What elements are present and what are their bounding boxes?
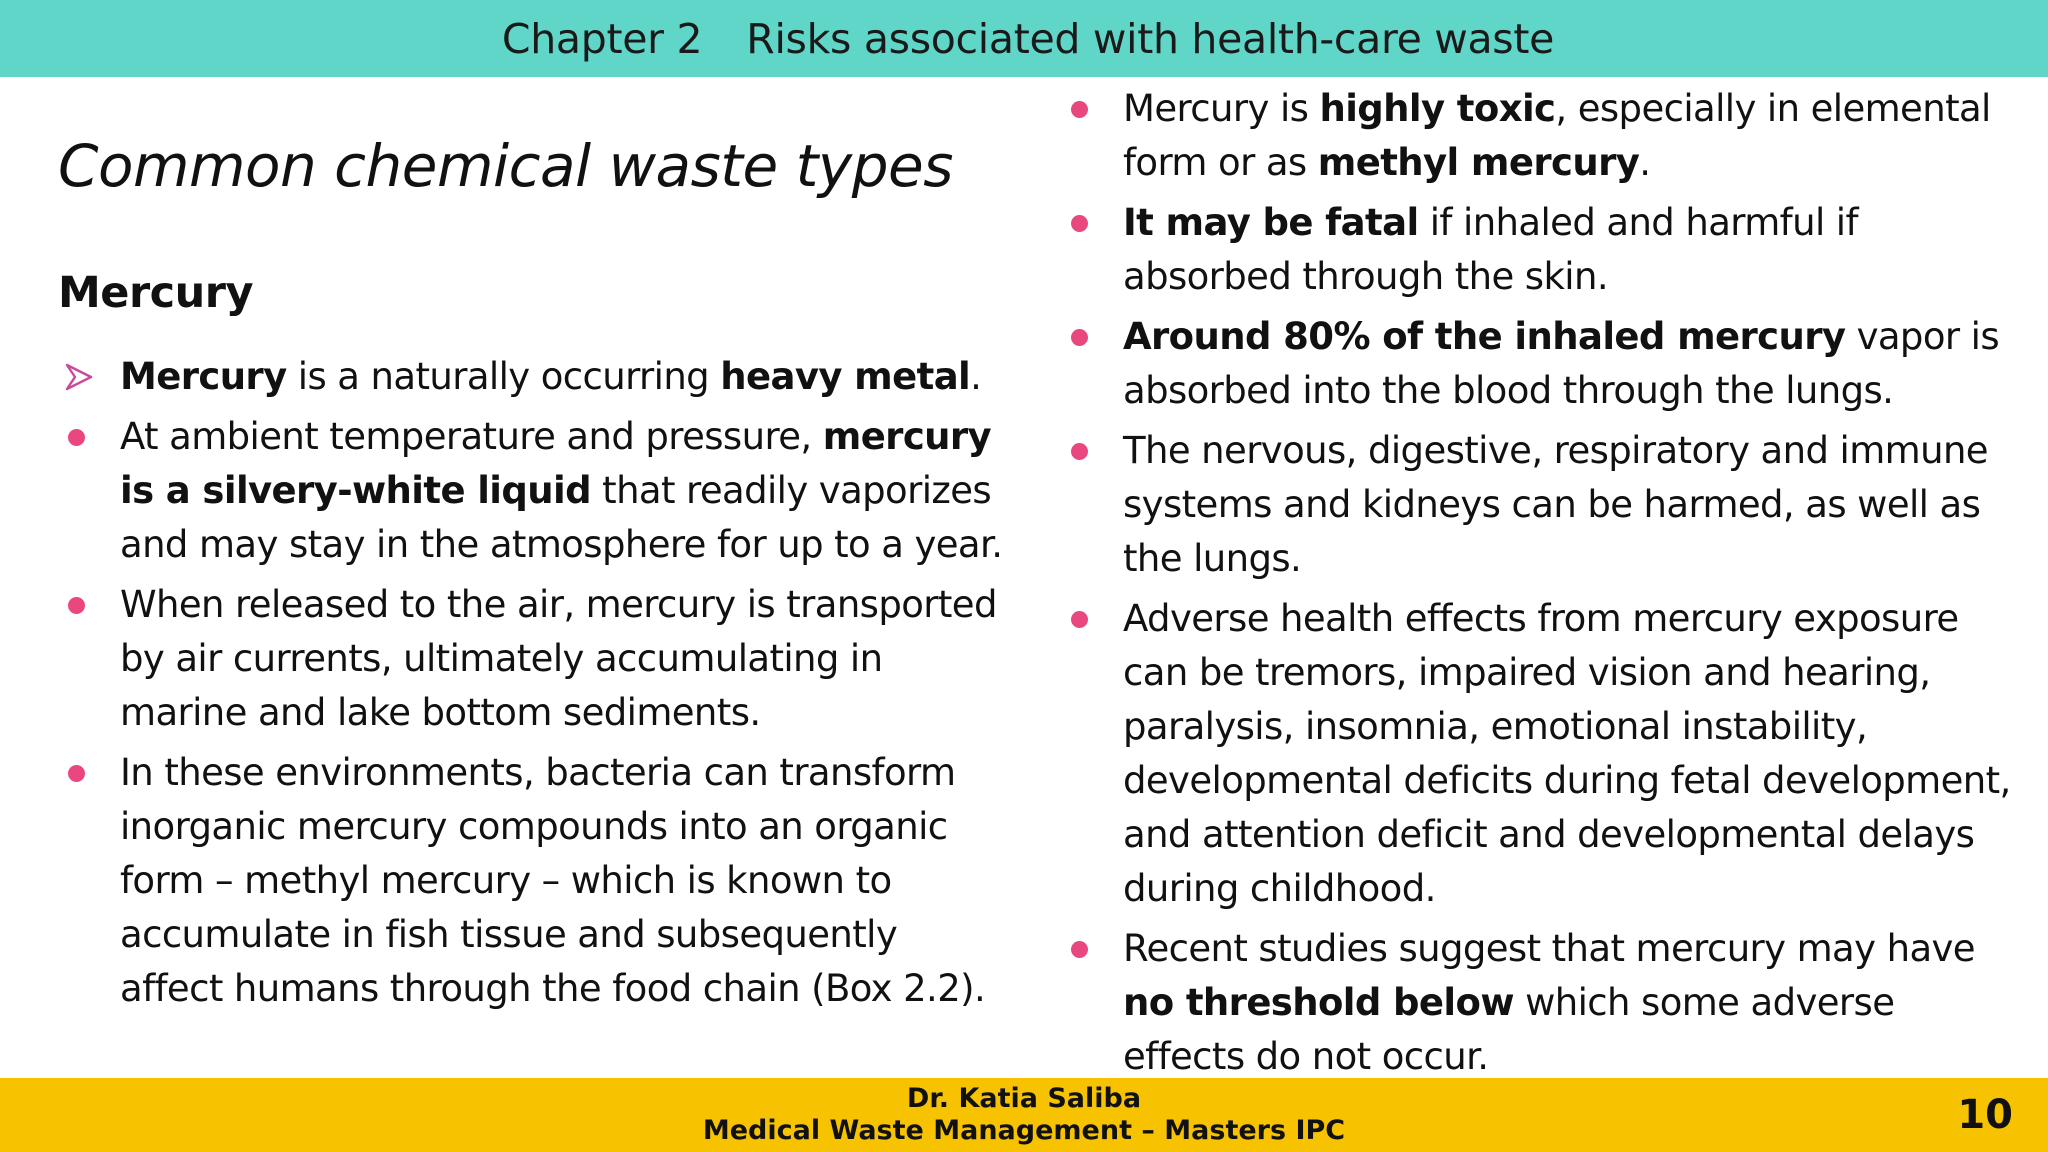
left-bullet-list — [60, 350, 1010, 1022]
bullet-text-run: In these environments, bacteria can transform inorganic mercury compounds into an organic form – methyl mercury – which is known to accumulate in fish tissue and subsequently affect humans through the food chain (Box 2.2). — [120, 751, 986, 1010]
bullet-text-run: is a naturally occurring — [286, 355, 721, 398]
section-heading: Mercury — [58, 268, 253, 318]
bullet-item — [60, 410, 1010, 572]
bullet-dot-icon — [1063, 196, 1103, 250]
bullet-text-bold: Around 80% of the inhaled mercury — [1123, 315, 1846, 358]
bullet-text-bold: methyl mercury — [1317, 141, 1640, 184]
bullet-item — [1063, 82, 2023, 190]
bullet-text — [120, 751, 985, 1010]
slide-title: Common chemical waste types — [58, 132, 953, 200]
bullet-text — [120, 583, 997, 734]
bullet-text-run: Adverse health effects from mercury exposure can be tremors, impaired vision and hearing, paralysis, insomnia, emotional instability, developmental deficits during fetal development, and attention deficit and developmental delays during childhood. — [1123, 597, 2011, 910]
bullet-dot-icon — [1063, 592, 1103, 646]
bullet-text — [1123, 87, 1991, 184]
bullet-item — [1063, 424, 2023, 586]
bullet-text — [1123, 927, 1975, 1078]
bullet-text-run: Mercury is — [1123, 87, 1320, 130]
bullet-text-run: At ambient temperature and pressure, — [120, 415, 823, 458]
bullet-text-bold: mercury is a silvery-white liquid — [120, 415, 992, 512]
bullet-item — [1063, 922, 2023, 1084]
bullet-text — [1123, 201, 1858, 298]
bullet-text — [120, 415, 1002, 566]
bullet-item — [1063, 310, 2023, 418]
bullet-text-run: if inhaled and harmful if absorbed through the skin. — [1123, 201, 1858, 298]
bullet-item — [60, 578, 1010, 740]
bullet-text — [1123, 315, 1999, 412]
page-number: 10 — [1957, 1092, 2013, 1138]
bullet-text — [1123, 429, 1988, 580]
bullet-text-bold: Mercury — [120, 355, 287, 398]
bullet-text-run: When released to the air, mercury is transported by air currents, ultimately accumulating in marine and lake bottom sediments. — [120, 583, 997, 734]
chapter-title: Risks associated with health-care waste — [746, 14, 1555, 63]
chapter-header-bar — [0, 0, 2048, 77]
chapter-number: Chapter 2 — [501, 14, 703, 63]
bullet-dot-icon — [60, 746, 100, 800]
footer-bar — [0, 1078, 2048, 1152]
bullet-text-bold: highly toxic — [1319, 87, 1556, 130]
bullet-item — [1063, 196, 2023, 304]
bullet-dot-icon — [60, 578, 100, 632]
bullet-text-run: . — [1639, 141, 1651, 184]
bullet-text-run: which some adverse effects do not occur. — [1123, 981, 1895, 1078]
bullet-dot-icon — [1063, 922, 1103, 976]
bullet-text-run: The nervous, digestive, respiratory and immune systems and kidneys can be harmed, as well as the lungs. — [1123, 429, 1988, 580]
bullet-dot-icon — [60, 410, 100, 464]
bullet-item — [1063, 592, 2023, 916]
bullet-text-bold: It may be fatal — [1123, 201, 1419, 244]
bullet-text-run: vapor is absorbed into the blood through the lungs. — [1123, 315, 1999, 412]
bullet-dot-icon — [1063, 310, 1103, 364]
chapter-heading — [502, 15, 1554, 63]
bullet-item — [60, 746, 1010, 1016]
bullet-text — [120, 355, 981, 398]
arrow-bullet-icon — [60, 350, 100, 404]
bullet-item — [60, 350, 1010, 404]
footer-course: Medical Waste Management – Masters IPC — [702, 1115, 1346, 1146]
right-bullet-list — [1063, 82, 2023, 1090]
bullet-dot-icon — [1063, 424, 1103, 478]
bullet-text-bold: no threshold below — [1123, 981, 1514, 1024]
bullet-text-run: Recent studies suggest that mercury may have — [1123, 927, 1975, 970]
bullet-text-run: that readily vaporizes and may stay in the atmosphere for up to a year. — [120, 469, 1003, 566]
bullet-text-run: . — [970, 355, 982, 398]
bullet-dot-icon — [1063, 82, 1103, 136]
bullet-text-run: , especially in elemental form or as — [1123, 87, 1991, 184]
bullet-text-bold: heavy metal — [720, 355, 971, 398]
bullet-text — [1123, 597, 2011, 910]
footer-author: Dr. Katia Saliba — [906, 1083, 1142, 1114]
